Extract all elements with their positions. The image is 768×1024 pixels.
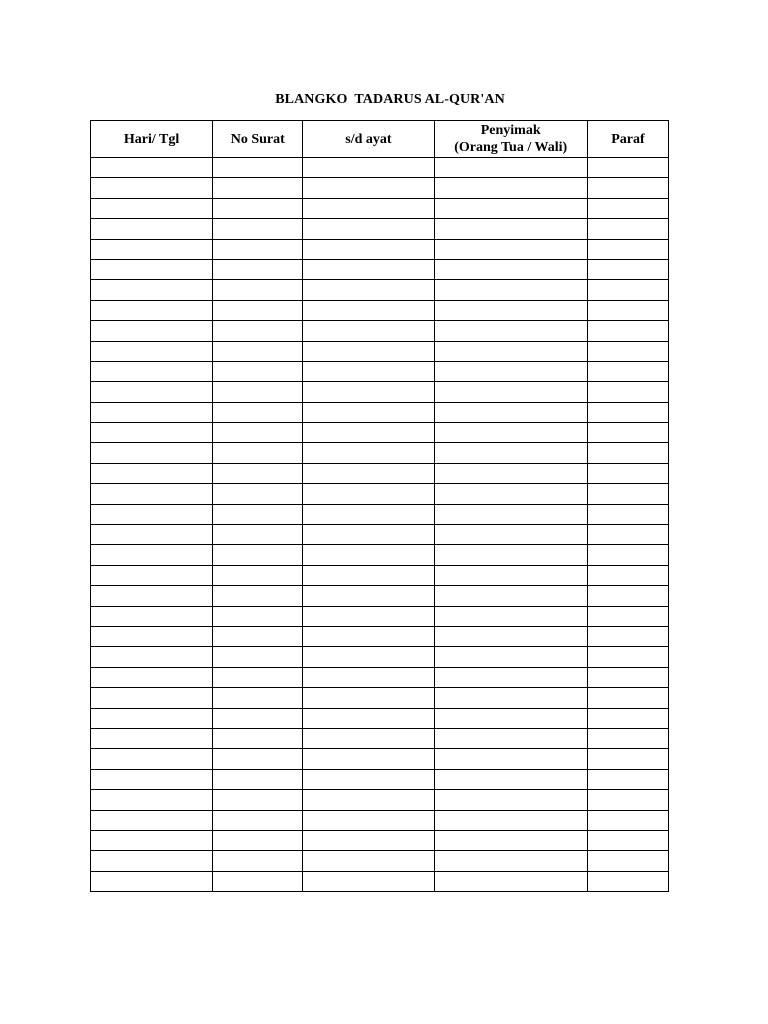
signature-cell[interactable] [587,402,668,422]
signature-cell[interactable] [587,525,668,545]
date-cell[interactable] [91,626,213,646]
listener-cell[interactable] [434,871,587,891]
until-verse-cell[interactable] [303,443,434,463]
signature-cell[interactable] [587,626,668,646]
listener-cell[interactable] [434,667,587,687]
table-row [91,565,669,585]
signature-cell[interactable] [587,606,668,626]
date-cell[interactable] [91,382,213,402]
until-verse-cell[interactable] [303,586,434,606]
date-cell[interactable] [91,545,213,565]
signature-cell[interactable] [587,790,668,810]
date-cell[interactable] [91,198,213,218]
tadarus-log-table [90,120,669,892]
until-verse-cell[interactable] [303,728,434,748]
signature-cell[interactable] [587,219,668,239]
table-row [91,728,669,748]
listener-cell[interactable] [434,463,587,483]
table-row [91,321,669,341]
surah-number-cell[interactable] [213,565,303,585]
date-cell[interactable] [91,688,213,708]
listener-cell[interactable] [434,361,587,381]
surah-number-cell[interactable] [213,484,303,504]
signature-cell[interactable] [587,545,668,565]
until-verse-cell[interactable] [303,361,434,381]
date-cell[interactable] [91,728,213,748]
date-cell[interactable] [91,830,213,850]
surah-number-cell[interactable] [213,463,303,483]
listener-cell[interactable] [434,402,587,422]
listener-cell[interactable] [434,565,587,585]
listener-cell[interactable] [434,525,587,545]
listener-cell[interactable] [434,382,587,402]
signature-cell[interactable] [587,749,668,769]
surah-number-cell[interactable] [213,198,303,218]
table-row [91,341,669,361]
signature-cell[interactable] [587,810,668,830]
signature-cell[interactable] [587,178,668,198]
until-verse-cell[interactable] [303,198,434,218]
until-verse-cell[interactable] [303,790,434,810]
signature-cell[interactable] [587,198,668,218]
listener-label: Penyimak [480,123,541,138]
date-cell[interactable] [91,871,213,891]
signature-cell[interactable] [587,259,668,279]
surah-number-cell[interactable] [213,851,303,871]
listener-cell[interactable] [434,647,587,667]
surah-number-cell[interactable] [213,158,303,178]
date-cell[interactable] [91,402,213,422]
date-cell[interactable] [91,280,213,300]
until-verse-cell[interactable] [303,341,434,361]
date-cell[interactable] [91,463,213,483]
table-row [91,300,669,320]
signature-cell[interactable] [587,239,668,259]
table-row [91,484,669,504]
table-body [91,158,669,892]
until-verse-cell[interactable] [303,626,434,646]
date-cell[interactable] [91,178,213,198]
signature-cell[interactable] [587,830,668,850]
listener-cell[interactable] [434,545,587,565]
date-cell[interactable] [91,525,213,545]
surah-number-cell[interactable] [213,749,303,769]
surah-number-cell[interactable] [213,728,303,748]
surah-number-cell[interactable] [213,830,303,850]
table-row [91,626,669,646]
surah-number-cell[interactable] [213,382,303,402]
date-cell[interactable] [91,361,213,381]
date-cell[interactable] [91,586,213,606]
listener-cell[interactable] [434,851,587,871]
listener-cell[interactable] [434,280,587,300]
table-row [91,688,669,708]
surah-number-cell[interactable] [213,688,303,708]
table-row [91,545,669,565]
listener-cell[interactable] [434,484,587,504]
date-cell[interactable] [91,321,213,341]
table-row [91,871,669,891]
surah-number-cell[interactable] [213,606,303,626]
date-cell[interactable] [91,219,213,239]
surah-number-cell[interactable] [213,871,303,891]
surah-number-cell[interactable] [213,769,303,789]
date-cell[interactable] [91,810,213,830]
surah-number-cell[interactable] [213,361,303,381]
signature-cell[interactable] [587,382,668,402]
table-row [91,749,669,769]
column-header-listener [434,121,587,158]
until-verse-cell[interactable] [303,647,434,667]
signature-cell[interactable] [587,361,668,381]
listener-sublabel: (Orang Tua / Wali) [454,140,568,155]
until-verse-cell[interactable] [303,280,434,300]
until-verse-cell[interactable] [303,525,434,545]
table-row [91,708,669,728]
column-header-signature: Paraf [587,121,668,158]
table-row [91,851,669,871]
table-row [91,198,669,218]
surah-number-cell[interactable] [213,239,303,259]
date-cell[interactable] [91,423,213,443]
surah-number-cell[interactable] [213,280,303,300]
signature-cell[interactable] [587,851,668,871]
table-row [91,259,669,279]
signature-cell[interactable] [587,300,668,320]
surah-number-cell[interactable] [213,647,303,667]
date-cell[interactable] [91,239,213,259]
table-row [91,219,669,239]
table-row [91,361,669,381]
surah-number-cell[interactable] [213,341,303,361]
table-row [91,443,669,463]
signature-cell[interactable] [587,341,668,361]
signature-cell[interactable] [587,667,668,687]
table-header-row [91,121,669,158]
signature-cell[interactable] [587,321,668,341]
table-row [91,769,669,789]
table-row [91,463,669,483]
until-verse-cell[interactable] [303,871,434,891]
signature-cell[interactable] [587,504,668,524]
until-verse-cell[interactable] [303,708,434,728]
signature-cell[interactable] [587,586,668,606]
signature-cell[interactable] [587,647,668,667]
table-row [91,178,669,198]
date-cell[interactable] [91,504,213,524]
until-verse-cell[interactable] [303,851,434,871]
until-verse-cell[interactable] [303,321,434,341]
table-row [91,525,669,545]
until-verse-cell[interactable] [303,463,434,483]
surah-number-cell[interactable] [213,178,303,198]
table-row [91,790,669,810]
signature-cell[interactable] [587,728,668,748]
signature-cell[interactable] [587,769,668,789]
until-verse-cell[interactable] [303,423,434,443]
listener-cell[interactable] [434,341,587,361]
column-header-surah-number: No Surat [213,121,303,158]
surah-number-cell[interactable] [213,219,303,239]
table-row [91,423,669,443]
signature-cell[interactable] [587,565,668,585]
signature-cell[interactable] [587,688,668,708]
table-row [91,667,669,687]
until-verse-cell[interactable] [303,545,434,565]
date-cell[interactable] [91,667,213,687]
listener-cell[interactable] [434,423,587,443]
column-header-until-verse: s/d ayat [303,121,434,158]
listener-cell[interactable] [434,749,587,769]
until-verse-cell[interactable] [303,219,434,239]
surah-number-cell[interactable] [213,443,303,463]
table-row [91,504,669,524]
surah-number-cell[interactable] [213,667,303,687]
until-verse-cell[interactable] [303,688,434,708]
date-cell[interactable] [91,158,213,178]
date-cell[interactable] [91,300,213,320]
listener-cell[interactable] [434,321,587,341]
until-verse-cell[interactable] [303,259,434,279]
listener-cell[interactable] [434,810,587,830]
until-verse-cell[interactable] [303,158,434,178]
signature-cell[interactable] [587,484,668,504]
table-row [91,830,669,850]
listener-cell[interactable] [434,769,587,789]
until-verse-cell[interactable] [303,565,434,585]
listener-cell[interactable] [434,300,587,320]
table-row [91,606,669,626]
listener-cell[interactable] [434,443,587,463]
listener-cell[interactable] [434,198,587,218]
signature-cell[interactable] [587,443,668,463]
until-verse-cell[interactable] [303,484,434,504]
date-cell[interactable] [91,647,213,667]
date-cell[interactable] [91,790,213,810]
listener-cell[interactable] [434,606,587,626]
table-row [91,586,669,606]
until-verse-cell[interactable] [303,402,434,422]
signature-cell[interactable] [587,158,668,178]
date-cell[interactable] [91,565,213,585]
until-verse-cell[interactable] [303,239,434,259]
column-header-date: Hari/ Tgl [91,121,213,158]
listener-cell[interactable] [434,728,587,748]
surah-number-cell[interactable] [213,545,303,565]
listener-cell[interactable] [434,504,587,524]
surah-number-cell[interactable] [213,790,303,810]
date-cell[interactable] [91,708,213,728]
date-cell[interactable] [91,606,213,626]
listener-cell[interactable] [434,586,587,606]
surah-number-cell[interactable] [213,708,303,728]
listener-cell[interactable] [434,239,587,259]
table-row [91,158,669,178]
until-verse-cell[interactable] [303,300,434,320]
listener-cell[interactable] [434,158,587,178]
listener-cell[interactable] [434,830,587,850]
table-row [91,810,669,830]
surah-number-cell[interactable] [213,300,303,320]
until-verse-cell[interactable] [303,667,434,687]
until-verse-cell[interactable] [303,178,434,198]
surah-number-cell[interactable] [213,525,303,545]
listener-cell[interactable] [434,708,587,728]
surah-number-cell[interactable] [213,259,303,279]
listener-cell[interactable] [434,219,587,239]
signature-cell[interactable] [587,463,668,483]
table-row [91,280,669,300]
date-cell[interactable] [91,443,213,463]
until-verse-cell[interactable] [303,382,434,402]
signature-cell[interactable] [587,280,668,300]
listener-cell[interactable] [434,259,587,279]
date-cell[interactable] [91,484,213,504]
surah-number-cell[interactable] [213,504,303,524]
date-cell[interactable] [91,341,213,361]
date-cell[interactable] [91,749,213,769]
until-verse-cell[interactable] [303,810,434,830]
surah-number-cell[interactable] [213,586,303,606]
signature-cell[interactable] [587,708,668,728]
surah-number-cell[interactable] [213,810,303,830]
listener-cell[interactable] [434,688,587,708]
table-row [91,239,669,259]
table-row [91,382,669,402]
until-verse-cell[interactable] [303,606,434,626]
listener-cell[interactable] [434,626,587,646]
date-cell[interactable] [91,259,213,279]
until-verse-cell[interactable] [303,504,434,524]
signature-cell[interactable] [587,871,668,891]
date-cell[interactable] [91,851,213,871]
date-cell[interactable] [91,769,213,789]
until-verse-cell[interactable] [303,830,434,850]
surah-number-cell[interactable] [213,321,303,341]
surah-number-cell[interactable] [213,402,303,422]
until-verse-cell[interactable] [303,749,434,769]
surah-number-cell[interactable] [213,423,303,443]
table-row [91,402,669,422]
listener-cell[interactable] [434,178,587,198]
signature-cell[interactable] [587,423,668,443]
form-title: BLANGKO TADARUS AL-QUR'AN [275,92,505,107]
surah-number-cell[interactable] [213,626,303,646]
until-verse-cell[interactable] [303,769,434,789]
table-row [91,647,669,667]
listener-cell[interactable] [434,790,587,810]
